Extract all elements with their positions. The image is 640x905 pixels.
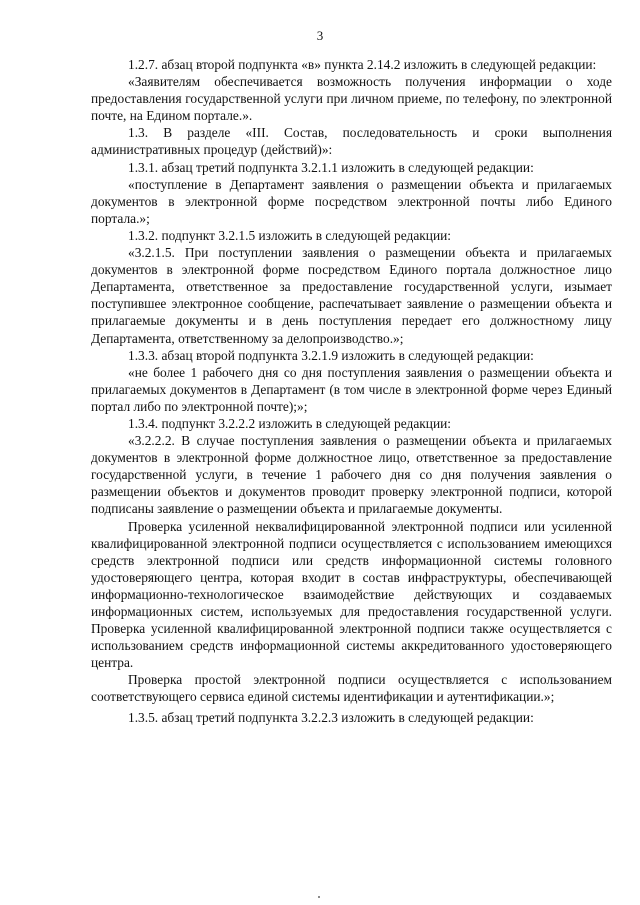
paragraph-1-2-7: 1.2.7. абзац второй подпункта «в» пункта 2.14.2 изложить в следующей редакции: <box>128 57 597 72</box>
paragraph-1-3-4: 1.3.4. подпункт 3.2.2.2 изложить в следующей редакции: <box>128 415 452 431</box>
paragraph-1-3: 1.3. В разделе «III. Состав, последовательность и сроки выполнения административных процедур (действий)»: <box>91 125 612 158</box>
body-paragraph: Проверка усиленной неквалифицированной электронной подписи или усиленной квалифицированной электронной подписи осуществляется с использованием имеющихся средств электронной подписи или средств информационной системы головного удостоверяющего центра, которая входит в состав инфраструктуры, обеспечивающей информационно-технологическое взаимодействие действующих и создаваемых информационных систем, используемых для предоставления государственной услуги. Проверка усиленной квалифицированной электронной подписи также осуществляется с использованием средств информационной системы аккредитованного удостоверяющего центра. <box>91 518 612 671</box>
paragraph-1-3-2: 1.3.2. подпункт 3.2.1.5 изложить в следующей редакции: <box>128 227 452 243</box>
page-number: 3 <box>316 28 324 43</box>
scan-speck <box>318 896 320 898</box>
quote-paragraph: «не более 1 рабочего дня со дня поступления заявления о размещении объекта и прилагаемых документов в Департамент (в том числе в электронной форме через Единый портал либо по электронной почте);»; <box>91 364 612 414</box>
paragraph-1-3-3: 1.3.3. абзац второй подпункта 3.2.1.9 изложить в следующей редакции: <box>128 347 534 363</box>
body-paragraph: Проверка простой электронной подписи осуществляется с использованием соответствующего сервиса единой системы идентификации и аутентификации.»; <box>91 672 612 705</box>
quote-paragraph: «Заявителям обеспечивается возможность получения информации о ходе предоставления государственной услуги при личном приеме, по телефону, по электронной почте, на Едином портале.». <box>91 74 612 124</box>
paragraph-1-3-5: 1.3.5. абзац третий подпункта 3.2.2.3 изложить в следующей редакции: <box>128 709 534 725</box>
document-body <box>91 56 612 726</box>
quote-paragraph: «3.2.2.2. В случае поступления заявления о размещении объекта и прилагаемых документов в электронной форме должностное лицо, ответственное за предоставление государственной услуги, в течение 1 рабочего дня со дня получения заявления о размещении объектов и документов проводит проверку электронной подписи, которой подписаны заявление о размещении объекта и прилагаемые документы. <box>91 433 612 517</box>
paragraph-1-3-1: 1.3.1. абзац третий подпункта 3.2.1.1 изложить в следующей редакции: <box>128 159 534 175</box>
quote-paragraph: «поступление в Департамент заявления о размещении объекта и прилагаемых документов в электронной форме посредством электронной почты либо Единого портала.»; <box>91 176 612 226</box>
quote-paragraph: «3.2.1.5. При поступлении заявления о размещении объекта и прилагаемых документов в электронной форме посредством Единого портала должностное лицо Департамента, ответственное за предоставление государственной услуги, изымает поступившее электронное сообщение, распечатывает заявление о размещении объекта и прилагаемые документы и в день поступления передает его должностному лицу Департамента, ответственному за делопроизводство.»; <box>91 245 612 346</box>
